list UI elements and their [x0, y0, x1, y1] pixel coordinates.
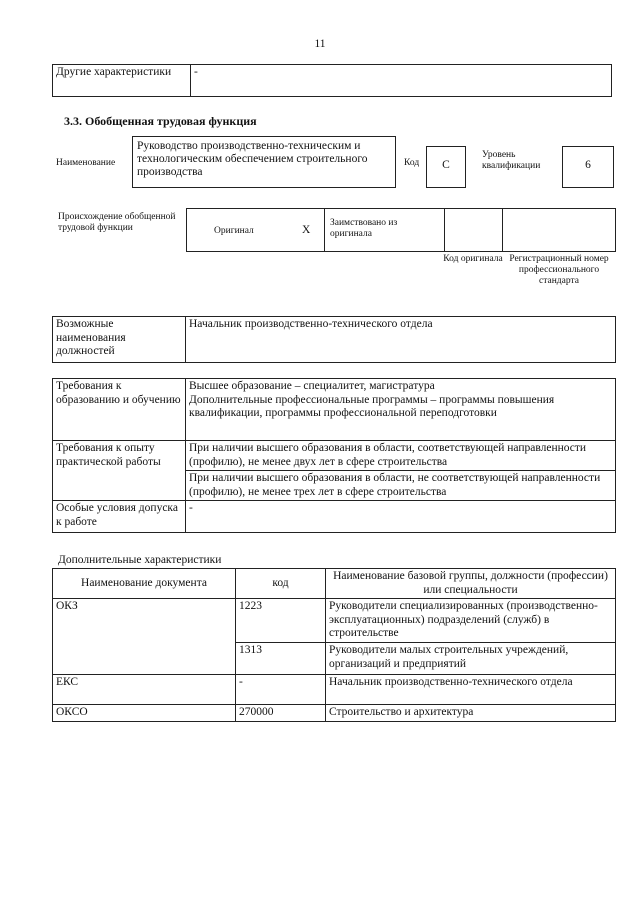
additional-table [52, 568, 616, 722]
original-mark: X [302, 224, 311, 236]
header-group-name: Наименование базовой группы, должности (профессии) или специальности [326, 569, 616, 599]
eks-doc: ЕКС [53, 675, 236, 705]
experience-value-2: При наличии высшего образования в области, не соответствующей направленности (профилю), не менее трех лет в сфере строительства [186, 471, 616, 501]
special-conditions-label: Особые условия допуска к работе [53, 501, 186, 533]
experience-value-1: При наличии высшего образования в области, соответствующей направленности (профилю), не менее двух лет в сфере строительства [186, 441, 616, 471]
level-value: 6 [562, 146, 614, 188]
okso-doc: ОКСО [53, 705, 236, 722]
origin-label: Происхождение обобщенной трудовой функции [58, 212, 176, 233]
eks-code: - [236, 675, 326, 705]
okz-code-1: 1223 [236, 599, 326, 643]
education-label: Требования к образованию и обучению [53, 379, 186, 441]
positions-value: Начальник производственно-технического отдела [186, 317, 616, 363]
requirements-table [52, 378, 616, 533]
header-document: Наименование документа [53, 569, 236, 599]
code-original-caption: Код оригинала [443, 254, 503, 264]
origin-divider-1 [324, 208, 325, 252]
other-characteristics-value: - [191, 65, 612, 97]
education-value: Высшее образование – специалитет, магистратура Дополнительные профессиональные программы – программы повышения квалификации, программы профессиональной переподготовки [186, 379, 616, 441]
okz-code-2: 1313 [236, 643, 326, 675]
page-number: 11 [314, 38, 326, 50]
additional-title: Дополнительные характеристики [58, 554, 222, 566]
name-label: Наименование [56, 158, 116, 168]
okz-doc: ОКЗ [53, 599, 236, 675]
original-label: Оригинал [214, 226, 254, 236]
name-value: Руководство производственно-техническим и технологическим обеспечением строительного производства [132, 136, 396, 188]
okz-name-1: Руководители специализированных (производственно-эксплуатационных) подразделений (служб) в строительстве [326, 599, 616, 643]
positions-table [52, 316, 616, 363]
okso-name: Строительство и архитектура [326, 705, 616, 722]
experience-label: Требования к опыту практической работы [53, 441, 186, 501]
borrowed-label: Заимствовано из оригинала [330, 218, 398, 239]
okso-code: 270000 [236, 705, 326, 722]
other-characteristics-table [52, 64, 612, 97]
eks-name: Начальник производственно-технического отдела [326, 675, 616, 705]
origin-divider-2 [444, 208, 445, 252]
reg-number-caption: Регистрационный номер профессионального стандарта [509, 254, 609, 286]
okz-name-2: Руководители малых строительных учреждений, организаций и предприятий [326, 643, 616, 675]
origin-divider-3 [502, 208, 503, 252]
level-label: Уровень квалификации [482, 150, 541, 171]
positions-label: Возможные наименования должностей [53, 317, 186, 363]
code-value: C [426, 146, 466, 188]
other-characteristics-label: Другие характеристики [53, 65, 191, 97]
code-label: Код [404, 158, 420, 168]
section-title: 3.3. Обобщенная трудовая функция [64, 114, 257, 128]
special-conditions-value: - [186, 501, 616, 533]
header-code: код [236, 569, 326, 599]
